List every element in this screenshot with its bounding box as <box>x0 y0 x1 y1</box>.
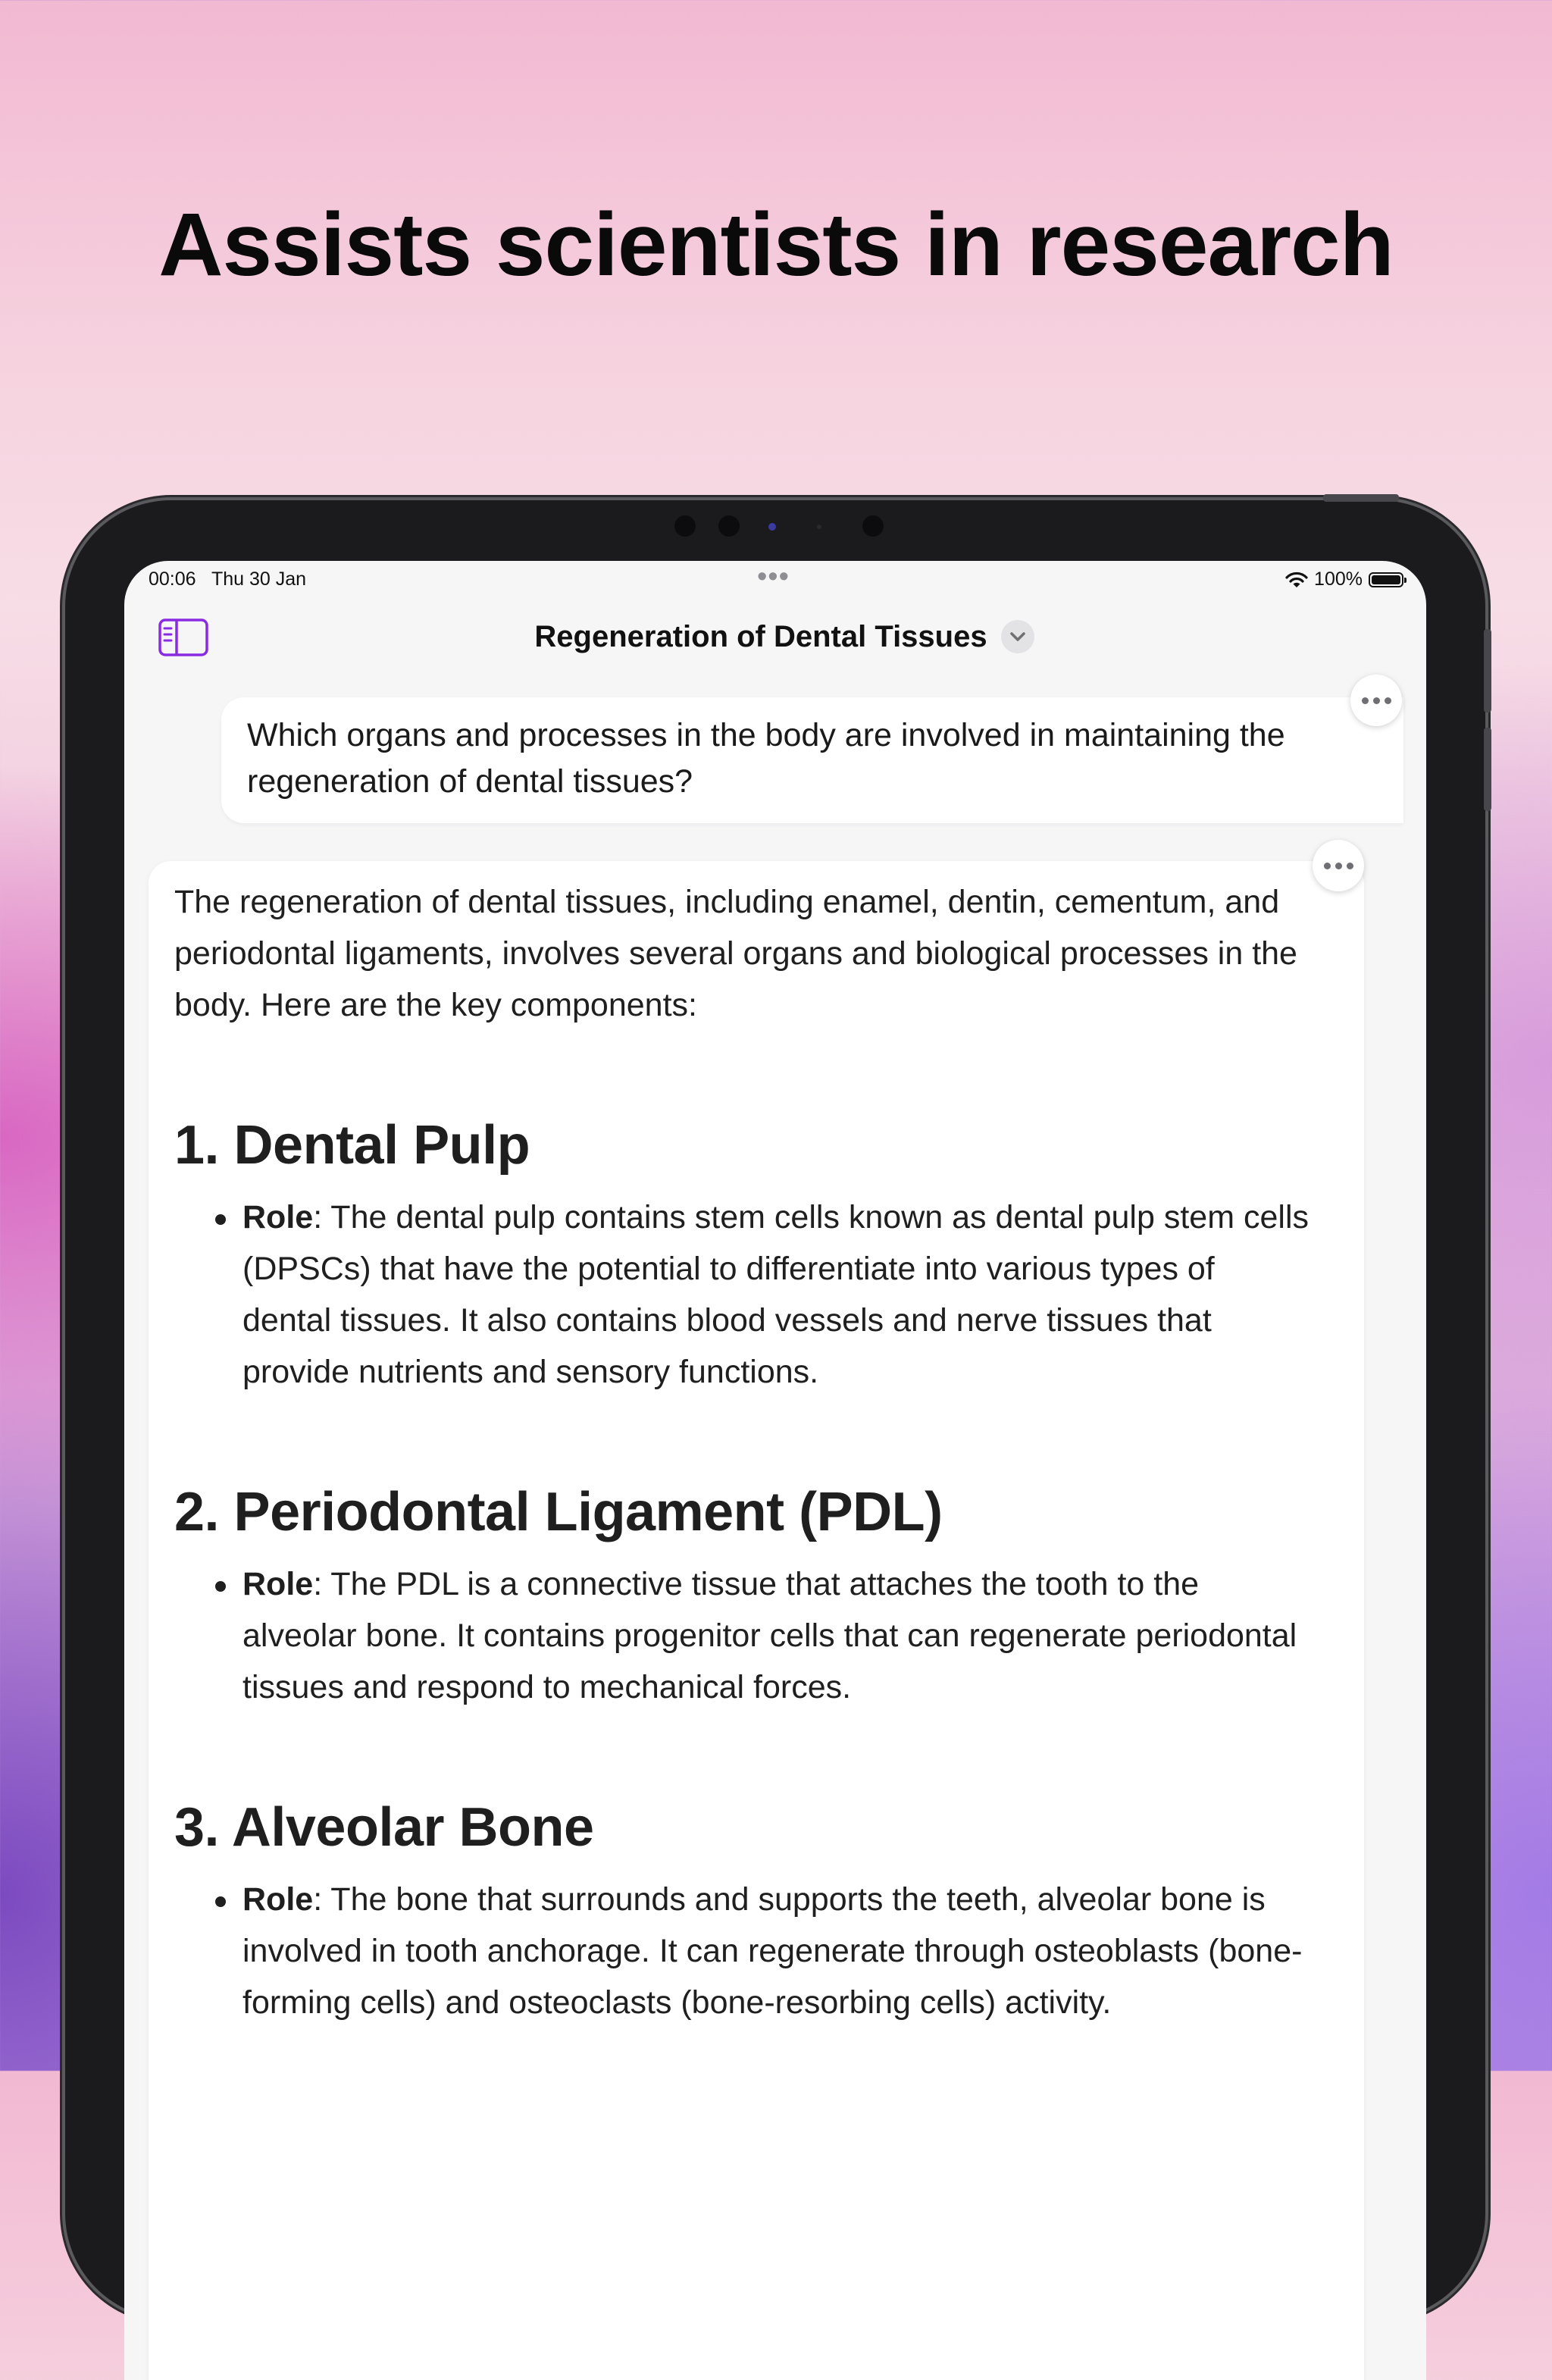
battery-percentage: 100% <box>1314 568 1363 590</box>
section-bullet <box>174 1874 1311 2028</box>
section-bullet <box>174 1558 1311 1713</box>
volume-down-button <box>1484 728 1491 811</box>
bullet-text: : The dental pulp contains stem cells known as dental pulp stem cells (DPSCs) that have the potential to differentiate into various types of dental tissues. It also contains blood vessels and nerve tissues that provide nutrients and sensory functions. <box>242 1199 1309 1390</box>
wifi-icon <box>1285 572 1308 588</box>
status-bar <box>124 561 1426 606</box>
section-heading: 1. Dental Pulp <box>174 1115 530 1176</box>
bullet-dot <box>215 1214 226 1225</box>
screen <box>124 561 1426 2380</box>
camera-sensor <box>862 515 884 537</box>
camera-sensor <box>674 515 696 537</box>
bullet-text: : The bone that surrounds and supports the teeth, alveolar bone is involved in tooth anchorage. It can regenerate through osteoblasts (bone-forming cells) and osteoclasts (bone-resorbing cells) activity. <box>242 1881 1303 2021</box>
camera-sensor <box>817 525 821 529</box>
volume-up-button <box>1484 629 1491 712</box>
battery-icon <box>1369 572 1403 587</box>
status-time <box>149 568 306 590</box>
status-clock: 00:06 <box>149 568 196 590</box>
ellipsis-icon <box>1324 863 1353 869</box>
chevron-down-icon[interactable] <box>1001 620 1034 653</box>
ellipsis-icon <box>1362 697 1391 704</box>
section-heading: 2. Periodontal Ligament (PDL) <box>174 1482 943 1542</box>
bullet-term: Role <box>242 1881 314 1918</box>
section-heading: 3. Alveolar Bone <box>174 1797 594 1858</box>
bullet-dot <box>215 1896 226 1907</box>
status-date: Thu 30 Jan <box>211 568 307 590</box>
top-button <box>1323 494 1399 502</box>
camera-lens <box>768 523 776 531</box>
assistant-message-card[interactable] <box>149 861 1364 2380</box>
multitasking-dots-icon[interactable]: ••• <box>757 561 790 593</box>
assistant-message-menu-button[interactable] <box>1313 840 1364 891</box>
camera-sensor <box>718 515 740 537</box>
chat-title: Regeneration of Dental Tissues <box>534 619 987 653</box>
status-indicators <box>1285 568 1403 590</box>
bullet-term: Role <box>242 1199 314 1235</box>
section-bullet <box>174 1192 1311 1398</box>
bullet-term: Role <box>242 1566 314 1602</box>
chat-title-menu[interactable] <box>124 606 1426 667</box>
response-intro: The regeneration of dental tissues, including enamel, dentin, cementum, and periodontal ligaments, involves several organs and biological processes in the body. Here are the key components: <box>174 884 1297 1023</box>
tablet-frame <box>65 500 1485 2319</box>
bullet-text: : The PDL is a connective tissue that attaches the tooth to the alveolar bone. It contains progenitor cells that can regenerate periodontal tissues and respond to mechanical forces. <box>242 1566 1297 1705</box>
bullet-dot <box>215 1581 226 1592</box>
user-message-menu-button[interactable] <box>1350 675 1402 726</box>
battery-level <box>1372 575 1400 584</box>
navigation-bar <box>124 606 1426 682</box>
headline: Assists scientists in research <box>158 195 1394 295</box>
user-message-bubble[interactable] <box>221 697 1403 823</box>
user-message-text: Which organs and processes in the body are involved in maintaining the regeneration of dental tissues? <box>247 717 1285 800</box>
